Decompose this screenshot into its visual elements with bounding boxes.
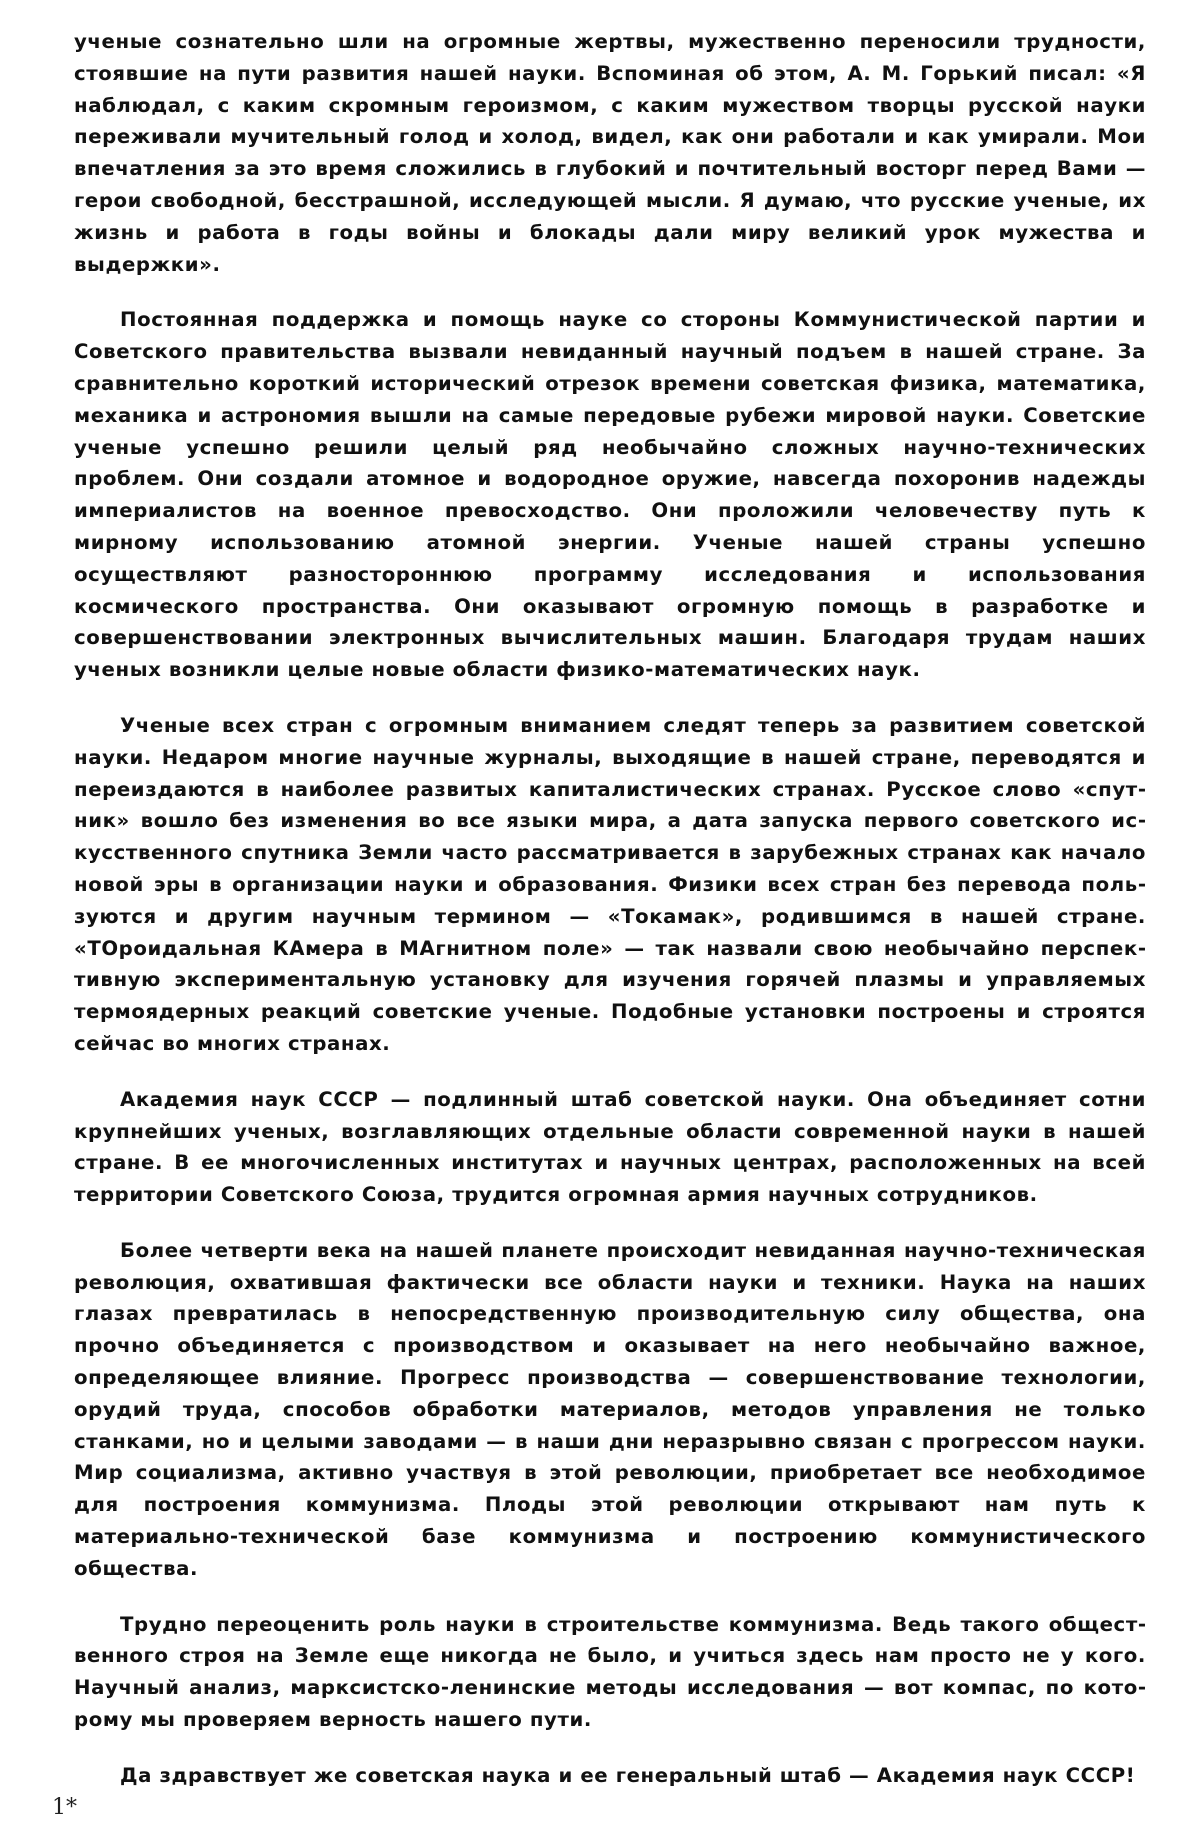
paragraph-scientific-revolution: Более четверти века на нашей планете происходит невиданная научно-техническая революция, охватившая фактически все области науки и техники. Наука на наших глазах превратилась в непосредственную производительную силу общества, она прочно объединяется с производством и оказывает на него необычайно важное, определяющее влияние. Прогресс производства — совершенствование технологии, орудий труда, способов обработки материалов, методов управления не только станками, но и целыми заводами — в наши дни неразрывно связан с прогрессом науки. Мир социализма, активно участвуя в этой революции, приобретает все необходимое для построения коммунизма. Плоды этой революции открывают нам путь к материально-технической базе коммунизма и построению коммунистического общества. — [74, 1238, 1146, 1580]
paragraph-role-of-science: Трудно переоценить роль науки в строительстве коммунизма. Ведь такого общественного строя на Земле еще никогда не было, и учиться здесь нам просто не у кого. Научный анализ, марксистско-ленинские методы исследования — вот компас, по которому мы проверяем верность нашего пути. — [74, 1612, 1146, 1732]
document-page — [74, 26, 1146, 1816]
paragraph-closing-salute: Да здравствует же советская наука и ее генеральный штаб — Академия наук СССР! — [120, 1763, 1136, 1787]
paragraph-party-support: Постоянная поддержка и помощь науке со стороны Коммунистической партии и Советского правительства вызвали невиданный научный подъем в нашей стране. За сравнительно короткий исторический отрезок времени советская физика, математика, механика и астрономия вышли на самые передовые рубежи мировой науки. Советские ученые успешно решили целый ряд необычайно сложных научно-технических проблем. Они создали атомное и водородное оружие, навсегда похоронив надежды империалистов на военное превосходство. Они проложили человечеству путь к мирному использованию атомной энергии. Ученые нашей страны успешно осуществляют разностороннюю программу исследования и использования космического пространства. Они оказывают огромную помощь в разработке и совершенствовании электронных вычислительных машин. Благодаря трудам наших ученых возникли целые новые области физико-математических наук. — [74, 308, 1146, 682]
paragraph-academy-of-sciences: Академия наук СССР — подлинный штаб советской науки. Она объединяет сотни крупнейших ученых, возглавляющих отдельные области современной науки в нашей стране. В ее многочисленных институтах и научных центрах, расположенных на всей территории Советского Союза, трудится огромная армия научных сотрудников. — [74, 1087, 1146, 1207]
printer-signature-mark: 1* — [52, 1795, 77, 1820]
paragraph-scientists-sacrifices: ученые сознательно шли на огромные жертвы, мужественно переносили трудности, стоявшие на пути развития нашей науки. Вспоминая об этом, А. М. Горький писал: «Я наблюдал, с каким скромным героизмом, с каким мужеством творцы русской науки переживали мучительный голод и холод, видел, как они работали и как умирали. Мои впечатления за это время сложились в глубокий и почтительный восторг перед Вами — герои свободной, бесстрашной, исследующей мысли. Я думаю, что русские ученые, их жизнь и работа в годы войны и блокады дали миру великий урок мужества и выдержки». — [74, 30, 1146, 276]
paragraph-world-attention: Ученые всех стран с огромным вниманием следят теперь за развитием советской науки. Недаром многие научные журналы, выходящие в нашей стране, переводятся и переиздаются в наиболее развитых капиталистических странах. Русское слово «спутник» вошло без изменения во все языки мира, а дата запуска первого советского искусственного спутника Земли часто рассматривается в зарубежных странах как начало новой эры в организации науки и образования. Физики всех стран без перевода пользуются и другим научным термином — «Токамак», родившимся в нашей стране. «ТОроидальная КАмера в МАгнитном поле» — так назвали свою необычайно перспективную экспериментальную установку для изучения горячей плазмы и управляемых термоядерных реакций советские ученые. Подобные установки построены и строятся сейчас во многих странах. — [74, 713, 1146, 1055]
